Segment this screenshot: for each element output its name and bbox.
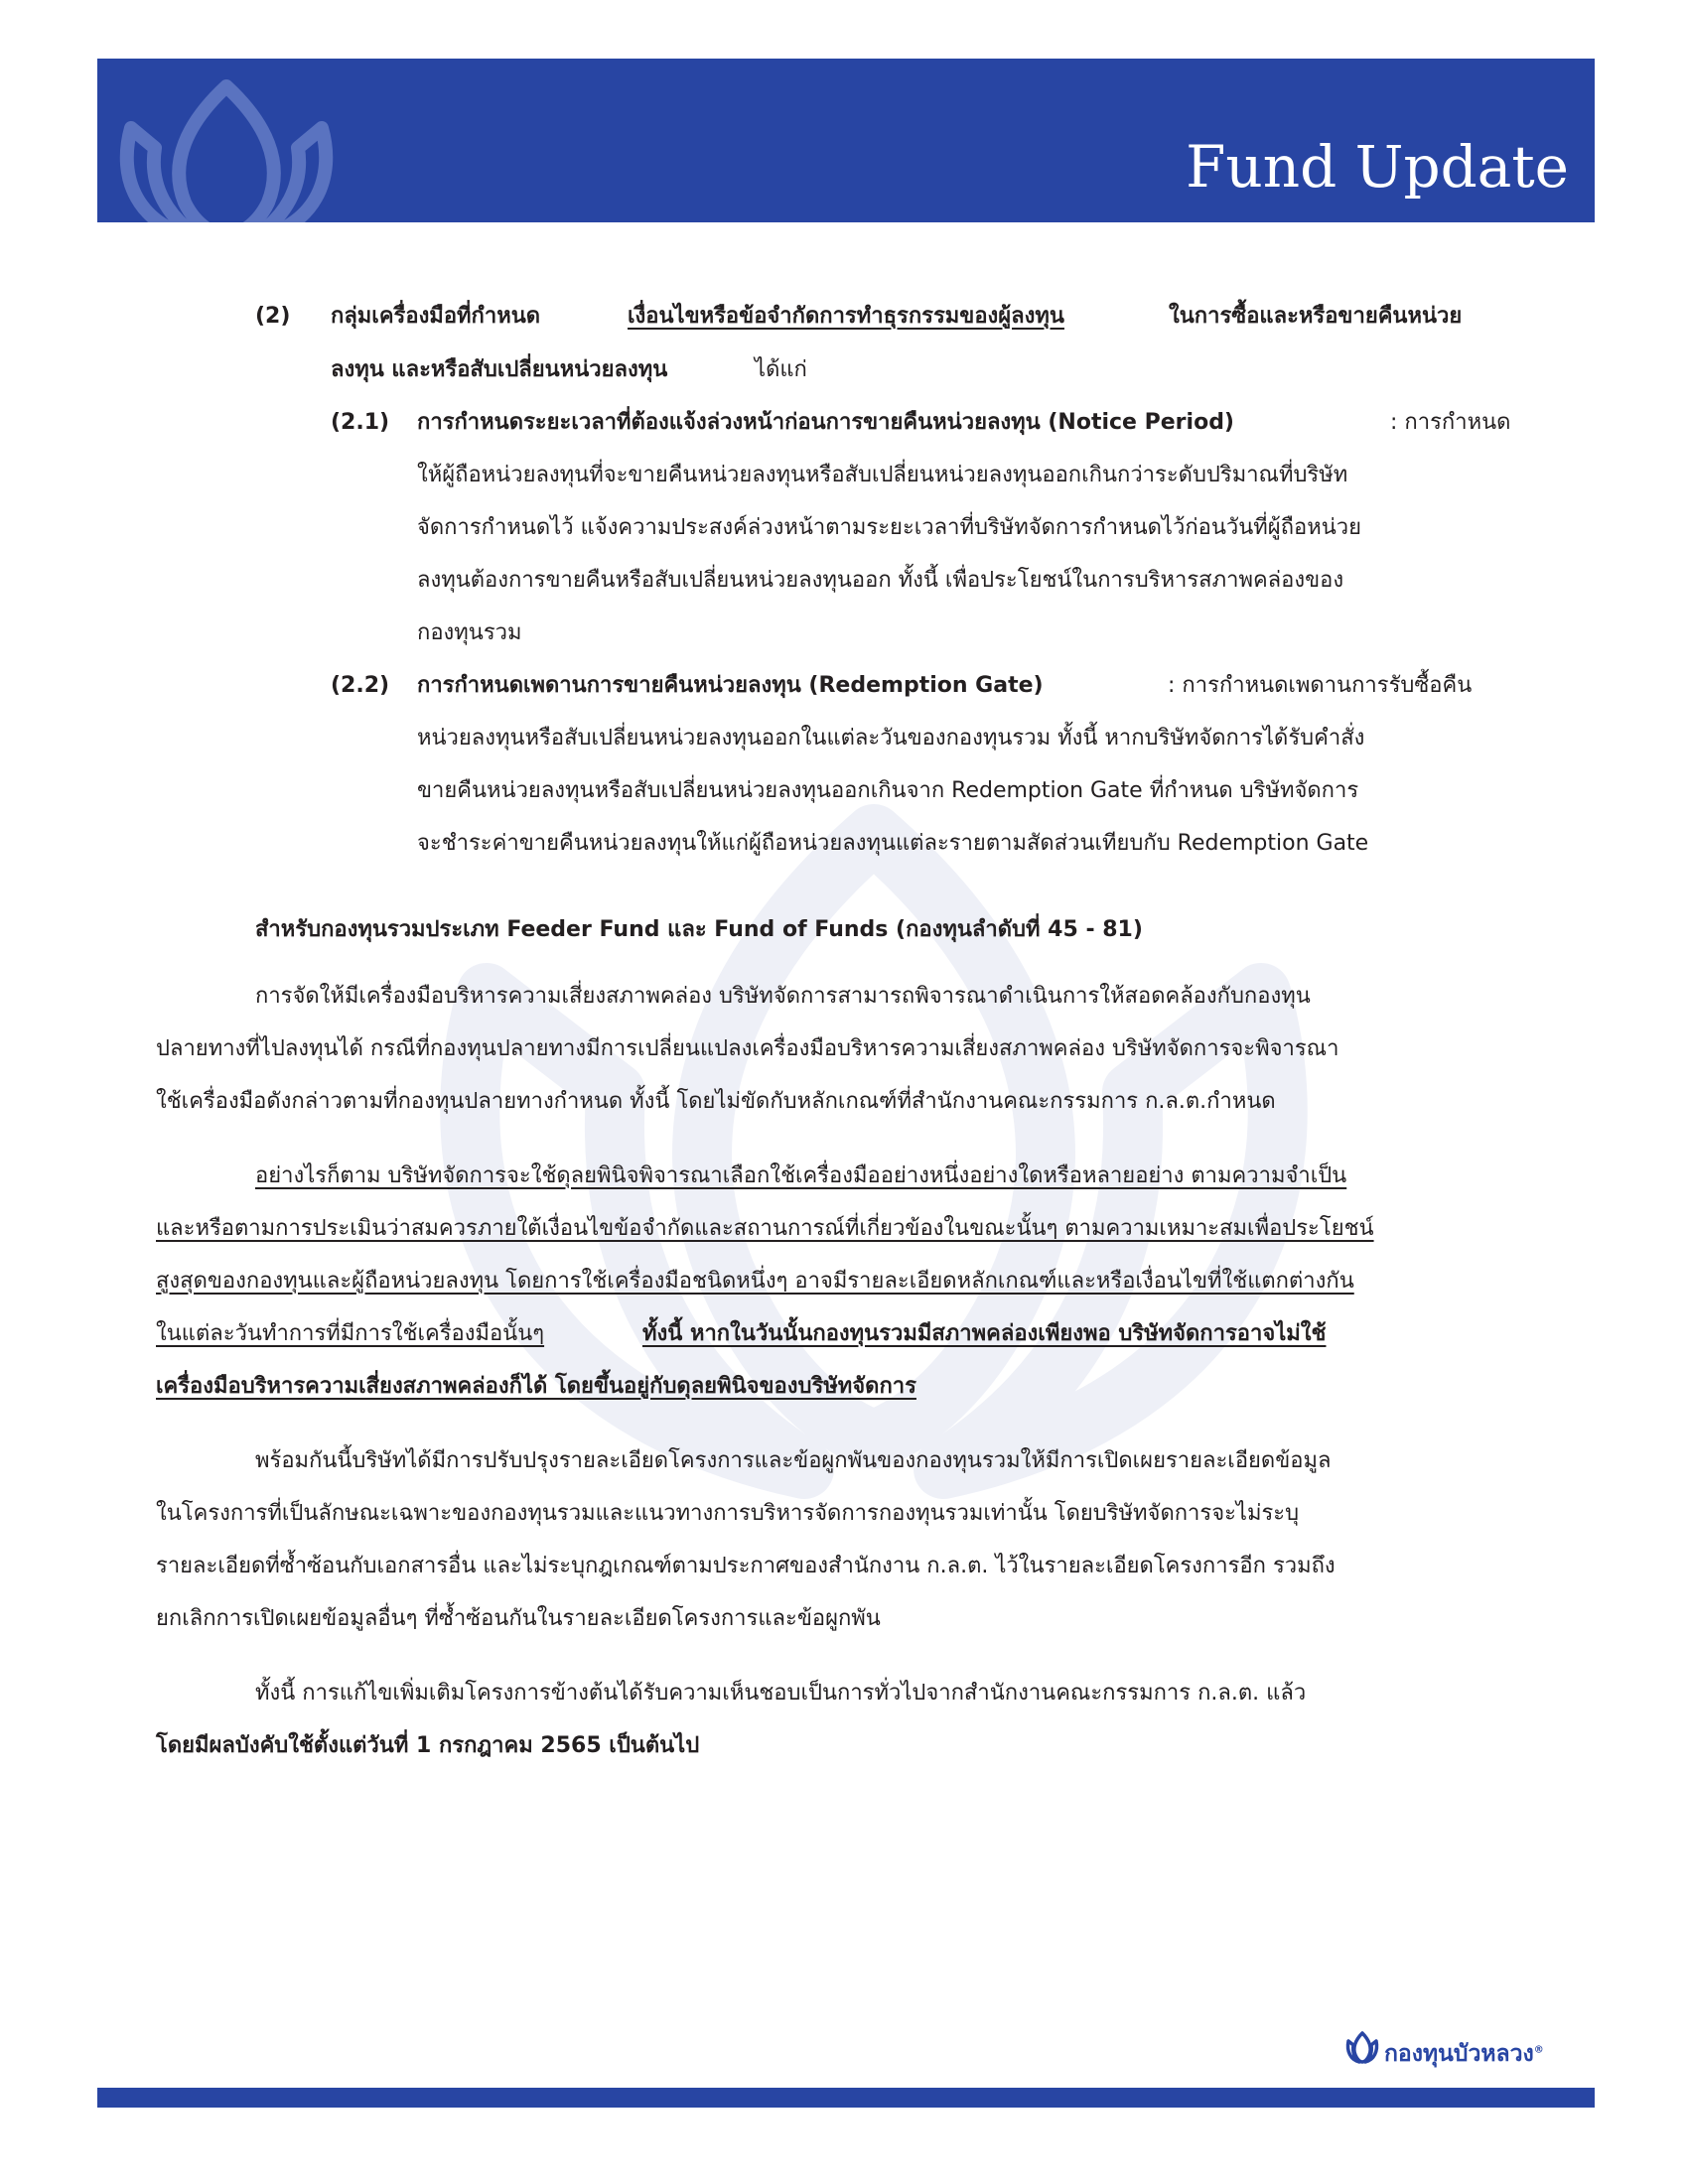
text-line-segment: การจัดให้มีเครื่องมือบริหารความเสี่ยงสภาพคล่อง บริษัทจัดการสามารถพิจารณาดำเนินการให้สอดคล้องกับกองทุน <box>255 984 1311 1009</box>
text-line-segment: โดยมีผลบังคับใช้ตั้งแต่วันที่ 1 กรกฎาคม 2565 เป็นต้นไป <box>156 1733 700 1758</box>
text-line-segment: ลงทุนต้องการขายคืนหรือสับเปลี่ยนหน่วยลงทุนออก ทั้งนี้ เพื่อประโยชน์ในการบริหารสภาพคล่องของ <box>417 568 1344 593</box>
text-line-segment: กลุ่มเครื่องมือที่กำหนด <box>331 304 541 329</box>
text-line-segment: สำหรับกองทุนรวมประเภท Feeder Fund และ Fund of Funds (กองทุนลำดับที่ 45 - 81) <box>255 917 1143 942</box>
text-line-segment: เครื่องมือบริหารความเสี่ยงสภาพคล่องก็ได้ โดยขึ้นอยู่กับดุลยพินิจของบริษัทจัดการ <box>156 1374 916 1399</box>
registered-mark: ® <box>1533 2044 1544 2056</box>
text-line-segment: หน่วยลงทุนหรือสับเปลี่ยนหน่วยลงทุนออกในแต่ละวันของกองทุนรวม ทั้งนี้ หากบริษัทจัดการได้รับคำสั่ง <box>417 726 1365 751</box>
text-line-segment: จะชำระค่าขายคืนหน่วยลงทุนให้แก่ผู้ถือหน่วยลงทุนแต่ละรายตามสัดส่วนเทียบกับ Redemption Gate <box>417 831 1369 856</box>
text-line-segment: ได้แก่ <box>755 357 807 382</box>
page-title: Fund Update <box>1186 133 1569 201</box>
text-line-segment: ทั้งนี้ หากในวันนั้นกองทุนรวมมีสภาพคล่องเพียงพอ บริษัทจัดการอาจไม่ใช้ <box>642 1321 1327 1346</box>
text-line-segment: เงื่อนไขหรือข้อจำกัดการทำธุรกรรมของผู้ลงทุน <box>628 304 1064 329</box>
text-line-segment: สูงสุดของกองทุนและผู้ถือหน่วยลงทุน โดยการใช้เครื่องมือชนิดหนึ่งๆ อาจมีรายละเอียดหลักเกณฑ์และหรือเงื่อนไขที่ใช้แตกต่างกัน <box>156 1269 1354 1294</box>
text-line-segment: ในการซื้อและหรือขายคืนหน่วย <box>1169 304 1463 329</box>
text-line-segment: ยกเลิกการเปิดเผยข้อมูลอื่นๆ ที่ซ้ำซ้อนกันในรายละเอียดโครงการและข้อผูกพัน <box>156 1606 881 1631</box>
text-line-segment: พร้อมกันนี้บริษัทได้มีการปรับปรุงรายละเอียดโครงการและข้อผูกพันของกองทุนรวมให้มีการเปิดเผยรายละเอียดข้อมูล <box>255 1448 1332 1473</box>
text-line-segment: (2.2) <box>331 673 390 698</box>
text-line-segment: การกำหนดเพดานการขายคืนหน่วยลงทุน (Redemption Gate) <box>417 673 1044 698</box>
text-line-segment: : การกำหนด <box>1390 410 1511 435</box>
text-line-segment: ลงทุน และหรือสับเปลี่ยนหน่วยลงทุน <box>331 357 668 382</box>
text-line-segment: อย่างไรก็ตาม บริษัทจัดการจะใช้ดุลยพินิจพิจารณาเลือกใช้เครื่องมืออย่างหนึ่งอย่างใดหรือหลายอย่าง ตามความจำเป็น <box>255 1163 1347 1188</box>
header-band <box>97 59 1595 222</box>
text-line-segment: ในแต่ละวันทำการที่มีการใช้เครื่องมือนั้นๆ <box>156 1321 545 1346</box>
footer-band <box>97 2088 1595 2108</box>
text-line-segment: (2.1) <box>331 410 390 435</box>
text-line-segment: ปลายทางที่ไปลงทุนได้ กรณีที่กองทุนปลายทางมีการเปลี่ยนแปลงเครื่องมือบริหารความเสี่ยงสภาพคล่อง บริษัทจัดการจะพิจารณา <box>156 1036 1339 1061</box>
text-line-segment: การกำหนดระยะเวลาที่ต้องแจ้งล่วงหน้าก่อนการขายคืนหน่วยลงทุน (Notice Period) <box>417 410 1234 435</box>
text-line-segment: (2) <box>255 304 291 329</box>
text-line-segment: ใช้เครื่องมือดังกล่าวตามที่กองทุนปลายทางกำหนด ทั้งนี้ โดยไม่ขัดกับหลักเกณฑ์ที่สำนักงานคณะกรรมการ ก.ล.ต.กำหนด <box>156 1089 1276 1114</box>
text-line-segment: จัดการกำหนดไว้ แจ้งความประสงค์ล่วงหน้าตามระยะเวลาที่บริษัทจัดการกำหนดไว้ก่อนวันที่ผู้ถือหน่วย <box>417 515 1362 540</box>
text-line-segment: ขายคืนหน่วยลงทุนหรือสับเปลี่ยนหน่วยลงทุนออกเกินจาก Redemption Gate ที่กำหนด บริษัทจัดการ <box>417 778 1359 803</box>
text-line-segment: ทั้งนี้ การแก้ไขเพิ่มเติมโครงการข้างต้นได้รับความเห็นชอบเป็นการทั่วไปจากสำนักงานคณะกรรมการ ก.ล.ต. แล้ว <box>255 1681 1307 1706</box>
footer-logo <box>1344 2028 1575 2068</box>
lotus-logo-icon <box>1344 2030 1380 2066</box>
text-line-segment: ในโครงการที่เป็นลักษณะเฉพาะของกองทุนรวมและแนวทางการบริหารจัดการกองทุนรวมเท่านั้น โดยบริษัทจัดการจะไม่ระบุ <box>156 1501 1300 1526</box>
text-line-segment: รายละเอียดที่ซ้ำซ้อนกับเอกสารอื่น และไม่ระบุกฎเกณฑ์ตามประกาศของสำนักงาน ก.ล.ต. ไว้ในรายละเอียดโครงการอีก รวมถึง <box>156 1554 1336 1578</box>
lotus-logo-icon <box>107 68 346 222</box>
text-line-segment: กองทุนรวม <box>417 620 522 645</box>
text-line-segment: : การกำหนดเพดานการรับซื้อคืน <box>1168 673 1473 698</box>
lotus-watermark-icon <box>288 794 1460 1509</box>
text-line-segment: และหรือตามการประเมินว่าสมควรภายใต้เงื่อนไขข้อจำกัดและสถานการณ์ที่เกี่ยวข้องในขณะนั้นๆ ตามความเหมาะสมเพื่อประโยชน์ <box>156 1216 1374 1241</box>
text-line-segment: ให้ผู้ถือหน่วยลงทุนที่จะขายคืนหน่วยลงทุนหรือสับเปลี่ยนหน่วยลงทุนออกเกินกว่าระดับปริมาณที่บริษัท <box>417 463 1348 487</box>
footer-logo-label: กองทุนบัวหลวง <box>1384 2041 1534 2067</box>
footer-logo-text <box>1384 2036 1544 2072</box>
